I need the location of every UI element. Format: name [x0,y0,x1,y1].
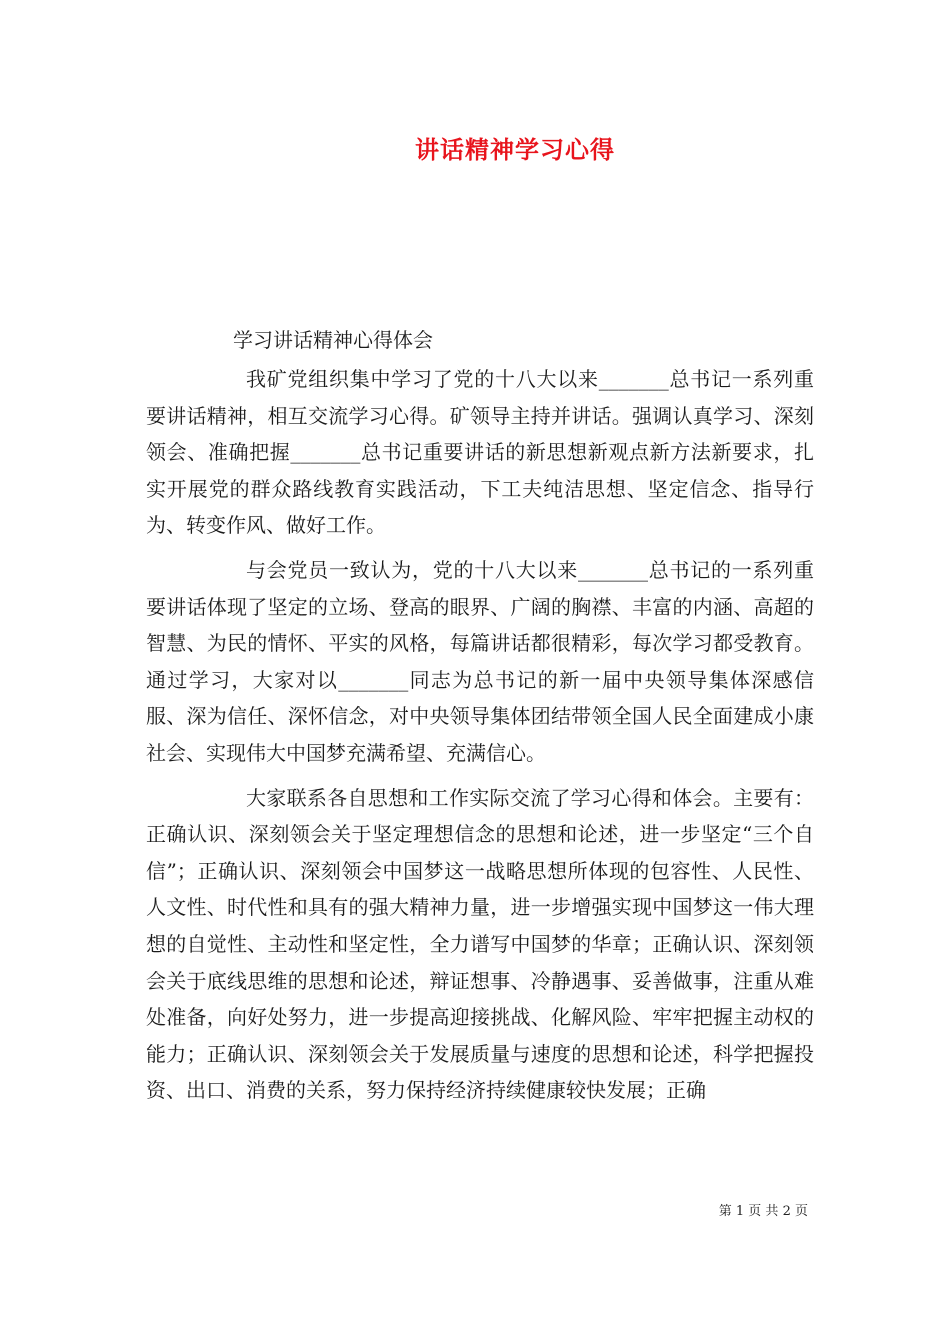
paragraph-1: 我矿党组织集中学习了党的十八大以来_______总书记一系列重要讲话精神，相互交流学习心得。矿领导主持并讲话。强调认真学习、深刻领会、准确把握_______总书记重要讲话的新思想新观点新方法新要求，扎实开展党的群众路线教育实践活动，下工夫纯洁思想、坚定信念、指导行为、转变作风、做好工作。 [146,367,814,538]
page-total: 2 [782,1204,791,1219]
paragraph-3: 大家联系各自思想和工作实际交流了学习心得和体会。主要有：正确认识、深刻领会关于坚定理想信念的思想和论述，进一步坚定“三个自信”；正确认识、深刻领会中国梦这一战略思想所体现的包容性、人民性、人文性、时代性和具有的强大精神力量，进一步增强实现中国梦这一伟大理想的自觉性、主动性和坚定性，全力谱写中国梦的华章；正确认识、深刻领会关于底线思维的思想和论述，辩证想事、冷静遇事、妥善做事，注重从难处准备，向好处努力，进一步提高迎接挑战、化解风险、牢牢把握主动权的能力；正确认识、深刻领会关于发展质量与速度的思想和论述，科学把握投资、出口、消费的关系，努力保持经济持续健康较快发展；正确 [146,785,814,1103]
page-footer [719,1203,808,1221]
page-current: 1 [735,1204,745,1219]
page-middle: 页 共 [748,1204,779,1219]
document-body [146,361,814,1109]
document-subtitle: 学习讲话精神心得体会 [233,328,433,352]
document-title: 讲话精神学习心得 [415,136,615,164]
paragraph-2: 与会党员一致认为，党的十八大以来_______总书记的一系列重要讲话体现了坚定的立场、登高的眼界、广阔的胸襟、丰富的内涵、高超的智慧、为民的情怀、平实的风格，每篇讲话都很精彩，每次学习都受教育。通过学习，大家对以_______同志为总书记的新一届中央领导集体深感信服、深为信任、深怀信念，对中央领导集体团结带领全国人民全面建成小康社会、实现伟大中国梦充满希望、充满信心。 [146,557,814,765]
page-prefix: 第 [718,1204,732,1219]
page-suffix: 页 [794,1204,808,1219]
